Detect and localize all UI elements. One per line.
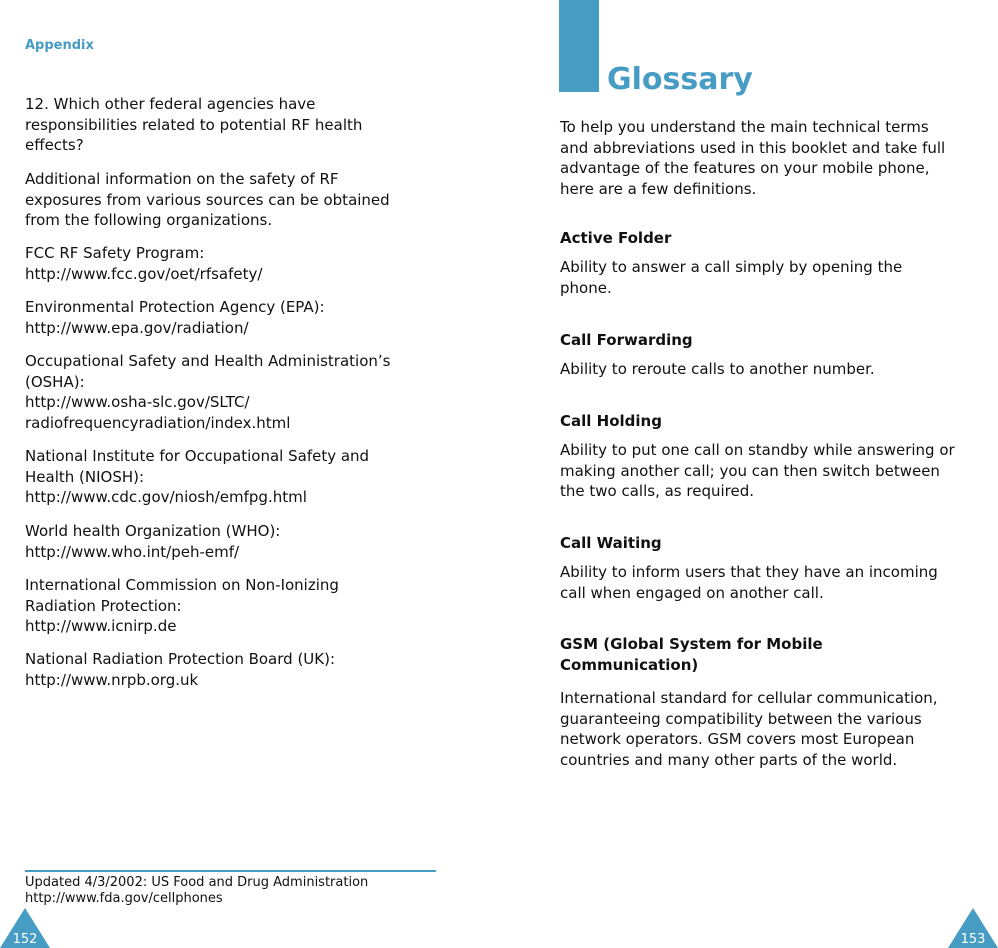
paragraph: [560, 440, 955, 502]
text-line: call when engaged on another call.: [560, 583, 824, 602]
paragraph: [25, 649, 335, 690]
text-line: Ability to put one call on standby while answering or: [560, 441, 955, 459]
page-title: Glossary: [607, 62, 753, 97]
glossary-term: [560, 634, 823, 675]
footnote: [25, 875, 368, 907]
text-line: responsibilities related to potential RF health: [25, 115, 363, 134]
paragraph: [25, 243, 262, 284]
text-line: To help you understand the main technical terms: [560, 118, 929, 136]
text-line: Call Forwarding: [560, 331, 693, 349]
paragraph: [560, 117, 945, 200]
text-line: National Institute for Occupational Safety and: [25, 447, 370, 465]
text-line: http://www.fcc.gov/oet/rfsafety/: [25, 264, 263, 283]
text-line: Environmental Protection Agency (EPA):: [25, 298, 325, 316]
text-line: Active Folder: [560, 229, 672, 247]
text-line: advantage of the features on your mobile phone,: [560, 159, 930, 178]
paragraph: [25, 94, 362, 156]
text-line: http://www.cdc.gov/niosh/emfpg.html: [25, 488, 307, 507]
text-line: http://www.icnirp.de: [25, 617, 177, 636]
paragraph: [25, 575, 339, 637]
text-line: Communication): [560, 655, 699, 674]
glossary-term: [560, 330, 693, 351]
text-line: Ability to inform users that they have an incoming: [560, 563, 938, 581]
text-line: Ability to reroute calls to another number.: [560, 360, 875, 378]
paragraph: [25, 169, 390, 231]
page-number-left: [0, 908, 50, 948]
text-line: Ability to answer a call simply by opening the: [560, 258, 903, 276]
text-line: countries and many other parts of the world.: [560, 751, 898, 770]
running-header: Appendix: [25, 38, 94, 53]
text-line: National Radiation Protection Board (UK):: [25, 650, 336, 668]
text-line: Call Waiting: [560, 534, 662, 552]
text-line: network operators. GSM covers most European: [560, 730, 915, 749]
text-line: exposures from various sources can be obtained: [25, 190, 390, 209]
text-line: FCC RF Safety Program:: [25, 244, 205, 262]
paragraph: [560, 257, 902, 298]
text-line: Call Holding: [560, 412, 662, 430]
page-number-text: 152: [12, 932, 38, 947]
text-line: http://www.epa.gov/radiation/: [25, 318, 249, 337]
footnote-line: http://www.fda.gov/cellphones: [25, 891, 223, 906]
paragraph: [25, 521, 280, 562]
footnote-divider: [25, 870, 436, 872]
paragraph: [25, 297, 325, 338]
paragraph: [560, 688, 938, 771]
paragraph: [560, 562, 938, 603]
text-line: and abbreviations used in this booklet and take full: [560, 138, 946, 157]
glossary-term: [560, 533, 662, 554]
text-line: the two calls, as required.: [560, 482, 754, 501]
text-line: guaranteeing compatibility between the various: [560, 709, 922, 728]
text-line: effects?: [25, 136, 84, 155]
footnote-line: Updated 4/3/2002: US Food and Drug Administration: [25, 875, 369, 890]
text-line: Health (NIOSH):: [25, 467, 145, 486]
text-line: http://www.nrpb.org.uk: [25, 670, 199, 689]
text-line: GSM (Global System for Mobile: [560, 635, 823, 653]
text-line: from the following organizations.: [25, 211, 273, 230]
text-line: making another call; you can then switch between: [560, 461, 940, 480]
text-line: Additional information on the safety of RF: [25, 170, 339, 188]
text-line: International Commission on Non-Ionizing: [25, 576, 339, 594]
text-line: International standard for cellular communication,: [560, 689, 938, 707]
text-line: http://www.osha-slc.gov/SLTC/: [25, 393, 250, 412]
text-line: Radiation Protection:: [25, 596, 182, 615]
page-number-text: 153: [960, 932, 986, 947]
glossary-term: [560, 228, 671, 249]
text-line: here are a few definitions.: [560, 180, 757, 199]
paragraph: [560, 359, 875, 380]
text-line: (OSHA):: [25, 372, 85, 391]
page-number-right: [948, 908, 998, 948]
text-line: Occupational Safety and Health Administration’s: [25, 352, 391, 370]
glossary-term: [560, 411, 662, 432]
text-line: phone.: [560, 278, 612, 297]
text-line: 12. Which other federal agencies have: [25, 95, 316, 113]
chapter-tab-block: [559, 0, 599, 92]
text-line: World health Organization (WHO):: [25, 522, 281, 540]
paragraph: [25, 351, 391, 434]
text-line: radiofrequencyradiation/index.html: [25, 414, 291, 433]
paragraph: [25, 446, 369, 508]
text-line: http://www.who.int/peh-emf/: [25, 542, 240, 561]
